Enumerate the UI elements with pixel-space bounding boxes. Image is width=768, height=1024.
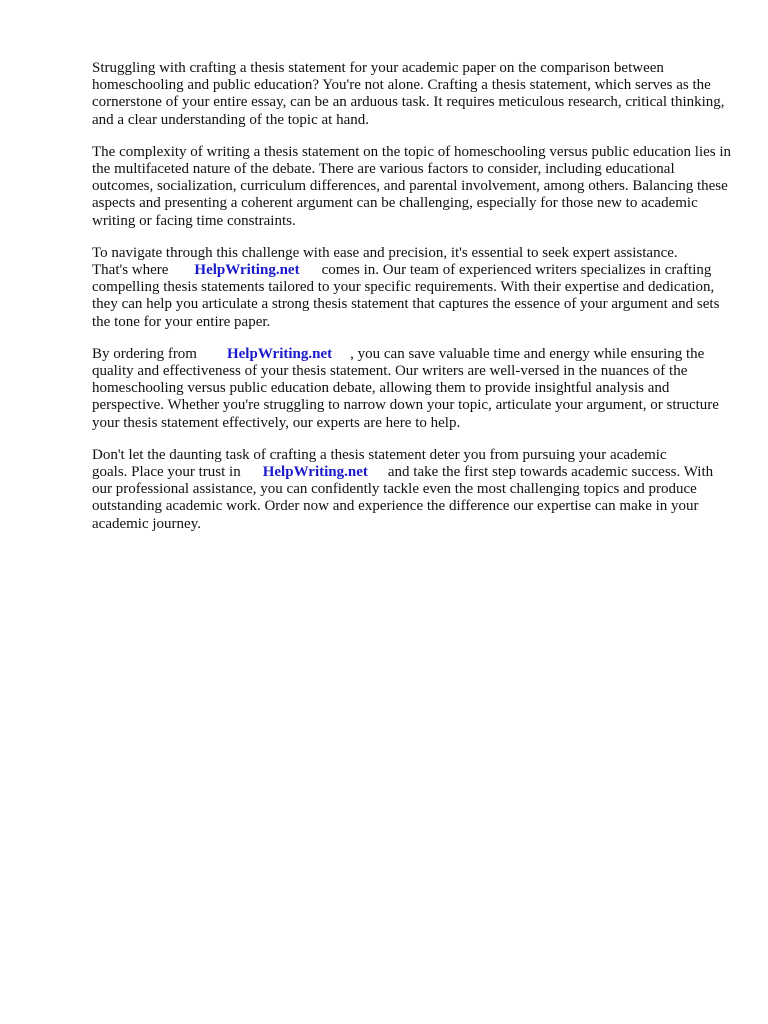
paragraph-conclusion-line1: Don't let the daunting task of crafting a thesis statement deter you from pursuing your academic bbox=[92, 446, 667, 463]
paragraph-complexity: The complexity of writing a thesis statement on the topic of homeschooling versus public education lies in the multifaceted nature of the debate. There are various factors to consider, including educational outcomes, socialization, curriculum differences, and parental involvement, among others. Balancing these aspects and presenting a coherent argument can be challenging, especially for those new to academic writing or facing time constraints. bbox=[92, 143, 732, 229]
paragraph-conclusion bbox=[92, 447, 732, 533]
paragraph-ordering-before: By ordering from bbox=[92, 345, 197, 362]
paragraph-conclusion-after: and take the first step towards academic success. With our professional assistance, you can confidently tackle even the most challenging topics and produce outstanding academic work. Order now and experience the difference our expertise can make in your academic journey. bbox=[92, 464, 714, 532]
paragraph-navigate-line1: To navigate through this challenge with ease and precision, it's essential to seek expert assistance. bbox=[92, 244, 678, 261]
paragraph-navigate bbox=[92, 245, 732, 331]
paragraph-conclusion-before: goals. Place your trust in bbox=[92, 464, 241, 481]
helpwriting-link-1[interactable]: HelpWriting.net bbox=[194, 262, 300, 279]
paragraph-ordering-after: , you can save valuable time and energy while ensuring the quality and effectiveness of your thesis statement. Our writers are well-versed in the nuances of the homeschooling versus public education debate, allowing them to provide insightful analysis and perspective. Whether you're struggling to narrow down your topic, articulate your argument, or structure your thesis statement effectively, our experts are here to help. bbox=[92, 345, 719, 431]
helpwriting-link-3[interactable]: HelpWriting.net bbox=[262, 464, 368, 481]
paragraph-ordering bbox=[92, 346, 732, 432]
paragraph-navigate-after: comes in. Our team of experienced writers specializes in crafting compelling thesis statements tailored to your specific requirements. With their expertise and dedication, they can help you articulate a strong thesis statement that captures the essence of your argument and sets the tone for your entire paper. bbox=[92, 262, 720, 330]
document-body bbox=[92, 60, 732, 548]
helpwriting-link-2[interactable]: HelpWriting.net bbox=[226, 345, 333, 362]
paragraph-intro: Struggling with crafting a thesis statement for your academic paper on the comparison between homeschooling and public education? You're not alone. Crafting a thesis statement, which serves as the cornerstone of your entire essay, can be an arduous task. It requires meticulous research, critical thinking, and a clear understanding of the topic at hand. bbox=[92, 60, 725, 128]
paragraph-navigate-before: That's where bbox=[92, 262, 169, 279]
